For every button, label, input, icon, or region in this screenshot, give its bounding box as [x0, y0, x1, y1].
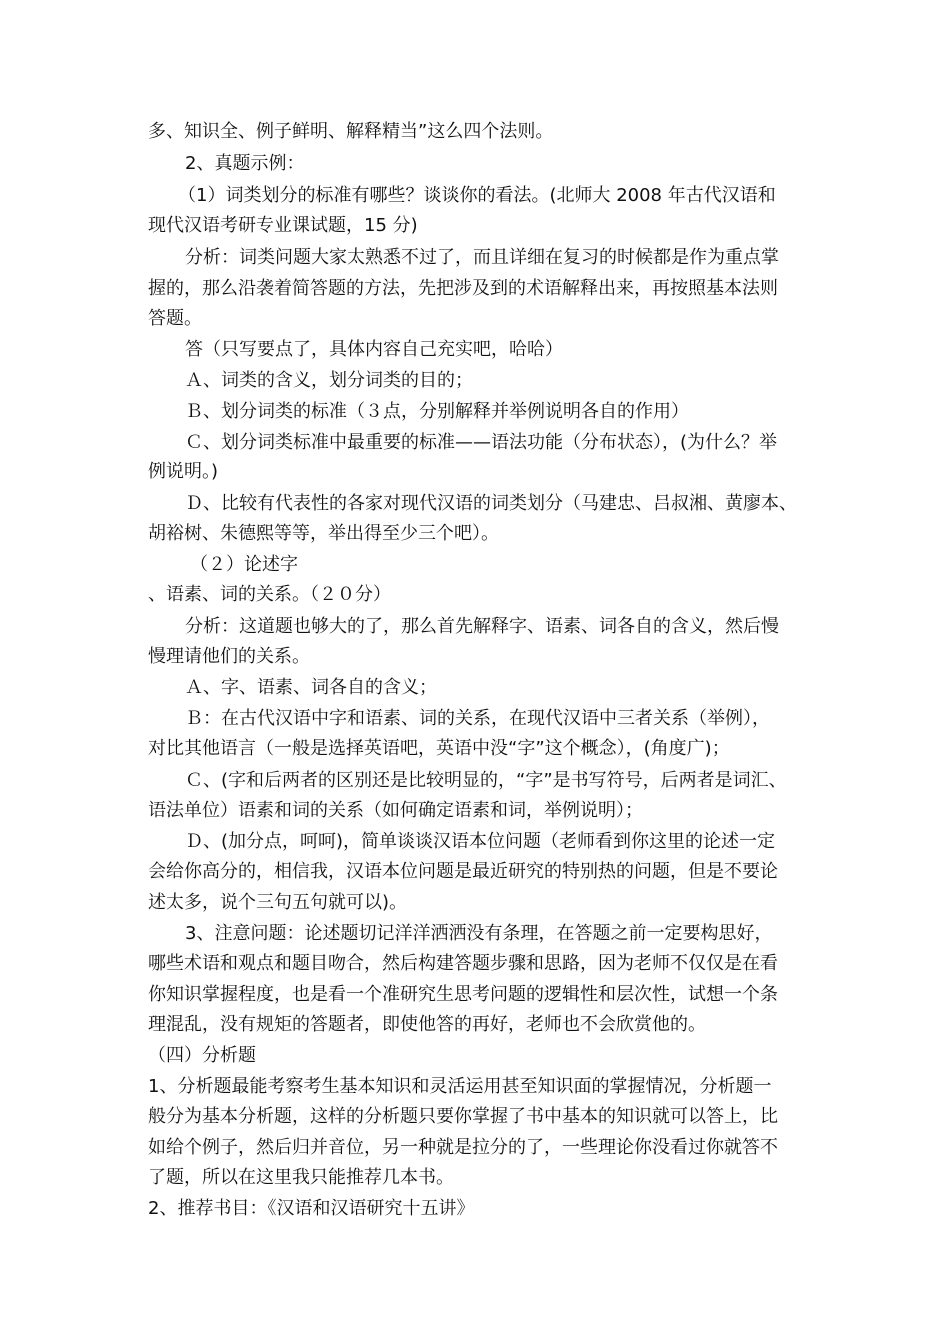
answer-point: Ａ、词类的含义，划分词类的目的；	[185, 370, 473, 391]
answer-point: 例说明。)	[148, 461, 219, 482]
text-line: 哪些术语和观点和题目吻合，然后构建答题步骤和思路，因为老师不仅仅是在看	[148, 953, 778, 974]
text-line: 分析：词类问题大家太熟悉不过了，而且详细在复习的时候都是作为重点掌	[185, 247, 779, 268]
text-line: 了题，所以在这里我只能推荐几本书。	[148, 1167, 454, 1188]
text-line: 般分为基本分析题，这样的分析题只要你掌握了书中基本的知识就可以答上，比	[148, 1106, 778, 1127]
answer-point: Ｄ、比较有代表性的各家对现代汉语的词类划分（马建忠、吕叔湘、黄廖本、	[185, 493, 797, 514]
section-heading: 2、真题示例：	[185, 153, 305, 174]
text-line: 分析：这道题也够大的了，那么首先解释字、语素、词各自的含义，然后慢	[185, 616, 779, 637]
text-line: 如给个例子，然后归并音位，另一种就是拉分的了，一些理论你没看过你就答不	[148, 1137, 778, 1158]
section-heading: （四）分析题	[148, 1045, 256, 1066]
answer-point: Ｃ、划分词类标准中最重要的标准——语法功能（分布状态），(为什么？举	[185, 432, 778, 453]
text-line: 2、推荐书目：《汉语和汉语研究十五讲》	[148, 1198, 475, 1219]
answer-point: 对比其他语言（一般是选择英语吧，英语中没“字”这个概念），(角度广)；	[148, 738, 730, 759]
text-line: 慢理请他们的关系。	[148, 646, 310, 667]
text-line: 你知识掌握程度，也是看一个准研究生思考问题的逻辑性和层次性，试想一个条	[148, 984, 778, 1005]
text-line: 理混乱，没有规矩的答题者，即使他答的再好，老师也不会欣赏他的。	[148, 1014, 706, 1035]
text-line: 答题。	[148, 308, 202, 329]
answer-point: Ｂ：在古代汉语中字和语素、词的关系，在现代汉语中三者关系（举例），	[185, 708, 770, 729]
question-line: 现代汉语考研专业课试题，15 分)	[148, 215, 418, 236]
text-line: 1、分析题最能考察考生基本知识和灵活运用甚至知识面的掌握情况，分析题一	[148, 1076, 772, 1097]
text-line: 握的，那么沿袭着简答题的方法，先把涉及到的术语解释出来，再按照基本法则	[148, 278, 778, 299]
answer-point: 胡裕树、朱德熙等等，举出得至少三个吧）。	[148, 523, 499, 544]
text-line: 多、知识全、例子鲜明、解释精当”这么四个法则。	[148, 121, 554, 142]
answer-point: Ｄ、(加分点，呵呵)，简单谈谈汉语本位问题（老师看到你这里的论述一定	[185, 831, 776, 852]
answer-point: Ｂ、划分词类的标准（３点，分别解释并举例说明各自的作用）	[185, 401, 689, 422]
question-line: （２）论述字	[190, 554, 298, 575]
text-line: 3、注意问题：论述题切记洋洋洒洒没有条理，在答题之前一定要构思好，	[185, 923, 773, 944]
question-line: （1）词类划分的标准有哪些？谈谈你的看法。(北师大 2008 年古代汉语和	[178, 185, 776, 206]
answer-point: 语法单位）语素和词的关系（如何确定语素和词，举例说明）；	[148, 800, 643, 821]
answer-point: Ｃ、(字和后两者的区别还是比较明显的，“字”是书写符号，后两者是词汇、	[185, 770, 787, 791]
text-line: 答（只写要点了，具体内容自己充实吧，哈哈）	[185, 339, 563, 360]
question-line: 、语素、词的关系。（２０分）	[148, 584, 391, 605]
answer-point: Ａ、字、语素、词各自的含义；	[185, 677, 437, 698]
answer-point: 述太多，说个三句五句就可以)。	[148, 892, 408, 913]
answer-point: 会给你高分的，相信我，汉语本位问题是最近研究的特别热的问题，但是不要论	[148, 861, 778, 882]
